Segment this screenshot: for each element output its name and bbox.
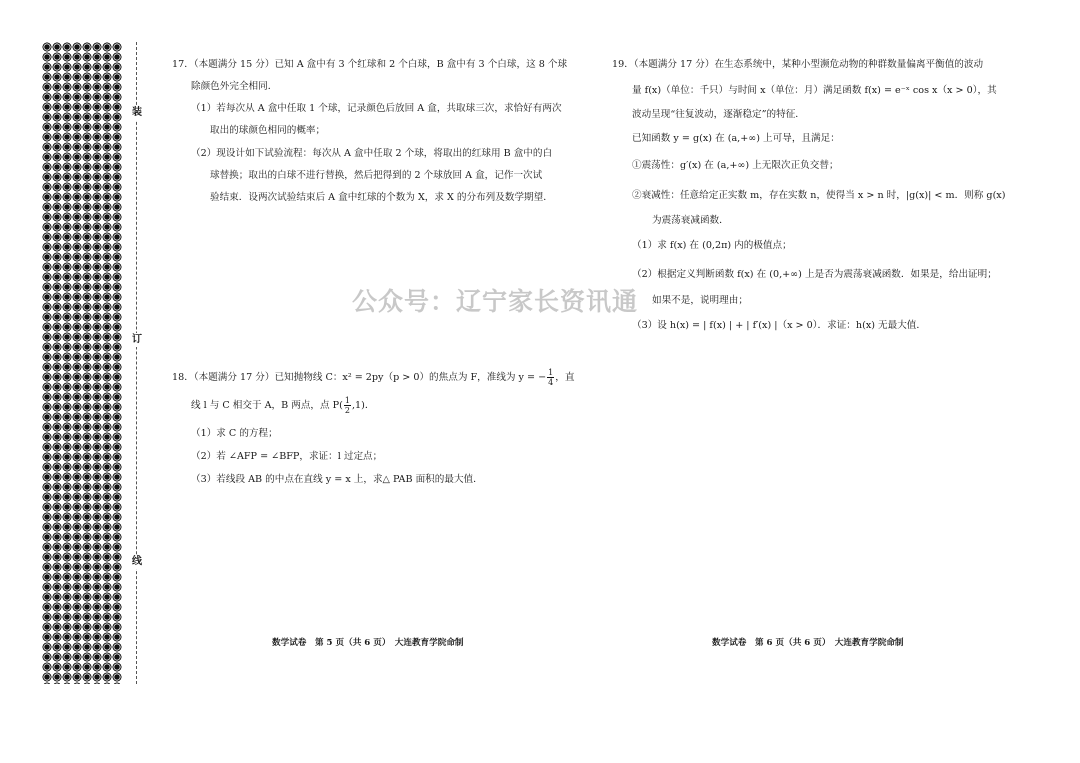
q19-line: 为震荡衰减函数． [652, 215, 729, 226]
q19-line: 19．（本题满分 17 分）在生态系统中，某种小型濒危动物的种群数量偏离平衡值的波动 [612, 59, 984, 70]
binding-char-xian: 线 [132, 556, 142, 567]
q18-line: （1）求 C 的方程； [191, 428, 278, 439]
q19-line: ①震荡性：g′(x) 在 (a,+∞) 上无限次正负交替； [632, 160, 839, 171]
q18-line: （2）若 ∠AFP = ∠BFP，求证：l 过定点； [191, 451, 383, 462]
q18-line-2-text: 线 l 与 C 相交于 A，B 两点，点 P( [191, 400, 343, 411]
footer-page-5: 数学试卷 第 5 页（共 6 页） 大连教育学院命制 [272, 638, 464, 648]
q18-line-1 [172, 368, 574, 387]
binding-char-ding: 订 [132, 334, 142, 345]
binding-dashed-line [136, 42, 137, 684]
q19-line: （2）根据定义判断函数 f(x) 在 (0,+∞) 上是否为震荡衰减函数．如果是，给出证明； [632, 269, 997, 280]
q19-line: 如果不是，说明理由； [652, 295, 748, 306]
q19-line: ②衰减性：任意给定正实数 m，存在实数 n，使得当 x > n 时，|g(x)| < m．则称 g(x) [632, 190, 1006, 201]
q18-line-2-tail: ,1)． [351, 400, 375, 411]
q17-line: （2）现设计如下试验流程：每次从 A 盒中任取 2 个球，将取出的红球用 B 盒中的白 [191, 148, 553, 159]
q19-line: 量 f(x)（单位：千只）与时间 x（单位：月）满足函数 f(x) = e⁻ˣ cos x（x > 0），其 [632, 85, 997, 96]
fraction-one-half [344, 396, 351, 415]
q19-line: （1）求 f(x) 在 (0,2π) 内的极值点； [632, 240, 792, 251]
fraction-numerator: 1 [548, 368, 554, 377]
q19-line: （3）设 h(x) = | f(x) | + | f′(x) |（x > 0）．求证：h(x) 无最大值． [632, 320, 926, 331]
fraction-denominator: 2 [344, 406, 350, 415]
fraction-denominator: 4 [548, 378, 554, 387]
q17-line: 取出的球颜色相同的概率； [210, 125, 326, 136]
watermark: 公众号：辽宁家长资讯通 [352, 287, 639, 316]
q17-line: 球替换；取出的白球不进行替换，然后把得到的 2 个球放回 A 盒，记作一次试 [210, 170, 543, 181]
q18-line-1-tail: ，直 [555, 372, 575, 383]
fraction-numerator: 1 [344, 396, 350, 405]
binding-strip-pattern [42, 42, 122, 684]
q19-line: 已知函数 y = g(x) 在 (a,+∞) 上可导，且满足： [632, 133, 840, 144]
q17-line: 验结束．设两次试验结束后 A 盒中红球的个数为 X，求 X 的分布列及数学期望． [210, 192, 553, 203]
q17-line: （1）若每次从 A 盒中任取 1 个球，记录颜色后放回 A 盒，共取球三次，求恰好有两次 [191, 103, 562, 114]
footer-page-6: 数学试卷 第 6 页（共 6 页） 大连教育学院命制 [712, 638, 904, 648]
binding-char-zhuang: 装 [132, 107, 142, 118]
q17-line: 除颜色外完全相同． [191, 81, 278, 92]
q18-line: （3）若线段 AB 的中点在直线 y = x 上，求△ PAB 面积的最大值． [191, 474, 483, 485]
q18-line-1-text: 18．（本题满分 17 分）已知抛物线 C：x² = 2py（p > 0）的焦点为 F，准线为 y = − [172, 372, 547, 383]
q17-line: 17．（本题满分 15 分）已知 A 盒中有 3 个红球和 2 个白球，B 盒中有 3 个白球，这 8 个球 [172, 59, 568, 70]
fraction-one-quarter [547, 368, 554, 387]
q19-line: 波动呈现“往复波动，逐渐稳定”的特征． [632, 109, 805, 120]
q18-line-2 [191, 396, 374, 415]
